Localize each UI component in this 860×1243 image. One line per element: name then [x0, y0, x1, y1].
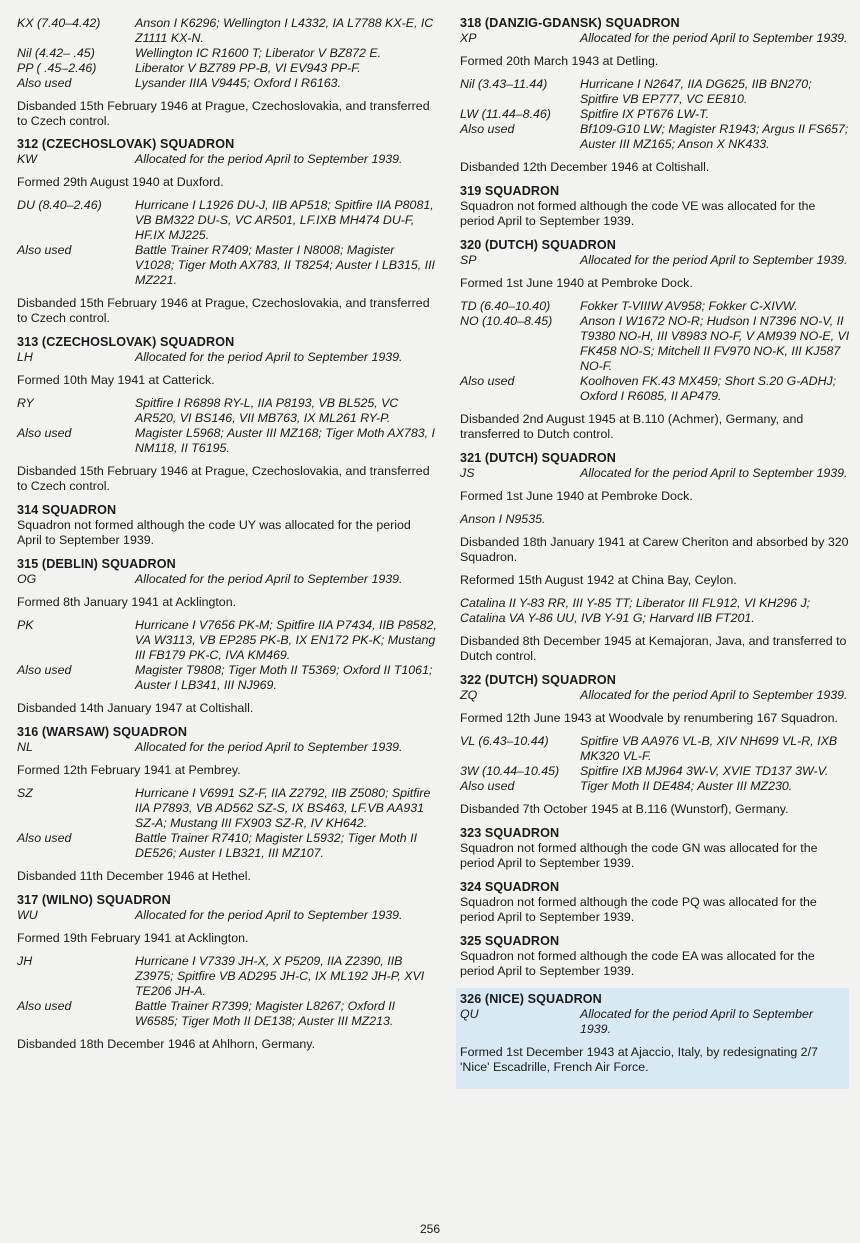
squadron-title: 315 (DEBLIN) SQUADRON	[17, 557, 176, 571]
row-aircraft: Hurricane I L1926 DU-J, IIB AP518; Spitfire IIA P8081, VB BM322 DU-S, VC AR501, LF.IXB MH474 DU-F, HF.IX MJ225.	[135, 198, 434, 242]
code-allocation-row	[460, 688, 852, 703]
squadron-code: NL	[17, 740, 33, 754]
aircraft-rows	[460, 299, 852, 404]
row-aircraft: Bf109-G10 LW; Magister R1943; Argus II FS657; Auster III MZ165; Anson X NK433.	[580, 122, 849, 151]
aircraft-row	[17, 999, 437, 1029]
formed-note: Formed 19th February 1941 at Acklington.	[17, 931, 249, 945]
aircraft-row	[17, 831, 437, 861]
squadron-title: 312 (CZECHOSLOVAK) SQUADRON	[17, 137, 235, 151]
row-code: VL (6.43–10.44)	[460, 734, 549, 748]
row-aircraft: Anson I W1672 NO-R; Hudson I N7396 NO-V, II T9380 NO-H, III V8983 NO-F, V AM939 NO-E, VI FK458 NO-S; Mitchell II FV970 NO-K, III KJ587 NO-F.	[580, 314, 850, 373]
squadron-entry	[17, 725, 437, 884]
aircraft-row	[460, 374, 852, 404]
squadron-entry	[17, 557, 437, 716]
aircraft-rows	[460, 77, 852, 152]
entry-row: PP ( .45–2.46) Liberator V BZ789 PP-B, VI EV943 PP-F.	[17, 61, 361, 75]
code-allocation-row	[17, 152, 437, 167]
allocation-period: Allocated for the period April to September 1939.	[580, 1007, 814, 1036]
aircraft-rows	[17, 786, 437, 861]
row-code: SZ	[17, 786, 33, 800]
allocation-period: Allocated for the period April to September 1939.	[135, 740, 403, 754]
formed-note: Formed 29th August 1940 at Duxford.	[17, 175, 224, 189]
squadron-title: 322 (DUTCH) SQUADRON	[460, 673, 616, 687]
aircraft-row	[17, 396, 437, 426]
squadron-title: 321 (DUTCH) SQUADRON	[460, 451, 616, 465]
squadron-title: 316 (WARSAW) SQUADRON	[17, 725, 188, 739]
aircraft-row	[17, 426, 437, 456]
squadron-title: 320 (DUTCH) SQUADRON	[460, 238, 616, 252]
row-code: Also used	[17, 243, 72, 257]
row-code: JH	[17, 954, 33, 968]
aircraft-rows	[17, 396, 437, 456]
aircraft-row	[460, 122, 852, 152]
squadron-title: 319 SQUADRON	[460, 184, 560, 198]
squadron-code: XP	[460, 31, 477, 45]
aircraft-row	[17, 663, 437, 693]
disbanded-note: Disbanded 12th December 1946 at Coltishall.	[460, 160, 710, 174]
continued-entry	[17, 16, 437, 129]
aircraft-rows	[17, 954, 437, 1029]
squadron-note: Squadron not formed although the code EA was allocated for the period April to September 1939.	[460, 949, 815, 978]
row-aircraft: Fokker T-VIIIW AV958; Fokker C-XIVW.	[580, 299, 798, 313]
squadron-title: 317 (WILNO) SQUADRON	[17, 893, 171, 907]
formed-note: Formed 1st December 1943 at Ajaccio, Italy, by redesignating 2/7 'Nice' Escadrille, French Air Force.	[460, 1045, 818, 1074]
row-aircraft: Hurricane I V6991 SZ-F, IIA Z2792, IIB Z5080; Spitfire IIA P7893, VB AD562 SZ-S, IX BS463, LF.VB AA931 SZ-A; Mustang III FX903 SZ-R, IV KH642.	[135, 786, 431, 830]
squadron-code: OG	[17, 572, 37, 586]
row-aircraft: Spitfire IXB MJ964 3W-V, XVIE TD137 3W-V.	[580, 764, 829, 778]
squadron-note: Squadron not formed although the code UY was allocated for the period April to September 1939.	[17, 518, 411, 547]
squadron-title: 325 SQUADRON	[460, 934, 560, 948]
row-code: Also used	[17, 831, 72, 845]
allocation-period: Allocated for the period April to September 1939.	[580, 253, 848, 267]
squadron-entry	[460, 451, 852, 664]
allocation-period: Allocated for the period April to September 1939.	[135, 908, 403, 922]
entry-row: KX (7.40–4.42) Anson I K6296; Wellington I L4332, IA L7788 KX-E, IC Z1111 KX-N.	[17, 16, 434, 45]
row-aircraft: Tiger Moth II DE484; Auster III MZ230.	[580, 779, 793, 793]
disbanded-note: Disbanded 7th October 1945 at B.116 (Wunstorf), Germany.	[460, 802, 789, 816]
row-code: 3W (10.44–10.45)	[460, 764, 560, 778]
history-note: Disbanded 18th January 1941 at Carew Cheriton and absorbed by 320 Squadron.	[460, 535, 849, 564]
code-allocation-row	[17, 740, 437, 755]
left-column	[17, 16, 437, 1061]
squadron-entry	[460, 880, 852, 925]
disbanded-note: Disbanded 8th December 1945 at Kemajoran, Java, and transferred to Dutch control.	[460, 634, 847, 663]
squadron-note: Squadron not formed although the code PQ was allocated for the period April to September 1939.	[460, 895, 817, 924]
disbanded-note: Disbanded 14th January 1947 at Coltishall.	[17, 701, 254, 715]
squadron-title: 326 (NICE) SQUADRON	[460, 992, 602, 1006]
formed-note: Formed 12th February 1941 at Pembrey.	[17, 763, 241, 777]
row-code: Also used	[17, 663, 72, 677]
formed-note: Formed 20th March 1943 at Detling.	[460, 54, 659, 68]
squadron-entry	[17, 137, 437, 326]
squadron-note: Squadron not formed although the code GN was allocated for the period April to September 1939.	[460, 841, 818, 870]
aircraft-row	[460, 107, 852, 122]
code-allocation-row	[460, 31, 852, 46]
row-aircraft: Battle Trainer R7399; Magister L8267; Oxford II W6585; Tiger Moth II DE138; Auster III MZ213.	[135, 999, 396, 1028]
left-squadron-list	[17, 137, 437, 1052]
code-allocation-row	[17, 350, 437, 365]
squadron-title: 314 SQUADRON	[17, 503, 117, 517]
row-code: RY	[17, 396, 34, 410]
formed-note: Formed 1st June 1940 at Pembroke Dock.	[460, 276, 693, 290]
allocation-period: Allocated for the period April to September 1939.	[135, 572, 403, 586]
squadron-title: 313 (CZECHOSLOVAK) SQUADRON	[17, 335, 235, 349]
code-allocation-row	[460, 253, 852, 268]
allocation-period: Allocated for the period April to September 1939.	[580, 466, 848, 480]
entry-row: Nil (4.42– .45) Wellington IC R1600 T; Liberator V BZ872 E.	[17, 46, 382, 60]
row-aircraft: Hurricane I N2647, IIA DG625, IIB BN270; Spitfire VB EP777, VC EE810.	[580, 77, 812, 106]
allocation-period: Allocated for the period April to September 1939.	[135, 152, 403, 166]
disbanded-note: Disbanded 2nd August 1945 at B.110 (Achmer), Germany, and transferred to Dutch control.	[460, 412, 804, 441]
allocation-period: Allocated for the period April to September 1939.	[580, 31, 848, 45]
code-allocation-row	[17, 908, 437, 923]
row-aircraft: Hurricane I V7339 JH-X, X P5209, IIA Z2390, IIB Z3975; Spitfire VB AD295 JH-C, IX ML192 JH-P, XVI TE206 JH-A.	[135, 954, 425, 998]
row-aircraft: Battle Trainer R7410; Magister L5932; Tiger Moth II DE526; Auster I LB321, III MZ107.	[135, 831, 418, 860]
history-note: Reformed 15th August 1942 at China Bay, Ceylon.	[460, 573, 737, 587]
squadron-entry	[460, 184, 852, 229]
aircraft-row	[460, 299, 852, 314]
squadron-entry	[17, 893, 437, 1052]
squadron-title: 323 SQUADRON	[460, 826, 560, 840]
aircraft-row	[460, 314, 852, 374]
squadron-code: JS	[460, 466, 475, 480]
row-aircraft: Battle Trainer R7409; Master I N8008; Magister V1028; Tiger Moth AX783, II T8254; Auster I LB315, III MZ221.	[135, 243, 435, 287]
aircraft-rows	[17, 198, 437, 288]
formed-note: Formed 10th May 1941 at Catterick.	[17, 373, 215, 387]
squadron-title: 318 (DANZIG-GDANSK) SQUADRON	[460, 16, 680, 30]
squadron-code: KW	[17, 152, 37, 166]
row-code: DU (8.40–2.46)	[17, 198, 102, 212]
row-code: Nil (3.43–11.44)	[460, 77, 548, 91]
row-code: NO (10.40–8.45)	[460, 314, 553, 328]
code-allocation-row	[17, 572, 437, 587]
row-aircraft: Koolhoven FK.43 MX459; Short S.20 G-ADHJ; Oxford I R6085, II AP479.	[580, 374, 837, 403]
right-squadron-list	[460, 16, 852, 1089]
aircraft-row	[460, 764, 852, 779]
squadron-entry	[460, 673, 852, 817]
formed-note: Formed 1st June 1940 at Pembroke Dock.	[460, 489, 693, 503]
row-aircraft: Spitfire IX PT676 LW-T.	[580, 107, 710, 121]
aircraft-row	[460, 779, 852, 794]
row-code: LW (11.44–8.46)	[460, 107, 551, 121]
squadron-entry	[456, 988, 849, 1089]
allocation-period: Allocated for the period April to September 1939.	[580, 688, 848, 702]
squadron-entry	[17, 503, 437, 548]
history-note: Catalina II Y-83 RR, III Y-85 TT; Liberator III FL912, VI KH296 J; Catalina VA Y-86 UU, IVB Y-91 G; Harvard IIB FT201.	[460, 596, 811, 625]
row-code: Also used	[460, 122, 515, 136]
history-note: Anson I N9535.	[460, 512, 546, 526]
row-code: Also used	[460, 374, 515, 388]
right-column	[460, 16, 852, 1098]
row-code: PK	[17, 618, 34, 632]
aircraft-row	[17, 786, 437, 831]
aircraft-row	[17, 243, 437, 288]
aircraft-row	[17, 198, 437, 243]
disbanded-note: Disbanded 11th December 1946 at Hethel.	[17, 869, 251, 883]
aircraft-rows	[460, 734, 852, 794]
allocation-period: Allocated for the period April to September 1939.	[135, 350, 403, 364]
squadron-code: QU	[460, 1007, 479, 1021]
squadron-note: Squadron not formed although the code VE was allocated for the period April to September 1939.	[460, 199, 816, 228]
entry-closing: Disbanded 15th February 1946 at Prague, Czechoslovakia, and transferred to Czech control.	[17, 99, 430, 128]
row-code: Also used	[460, 779, 515, 793]
page-number: 256	[419, 1222, 441, 1236]
row-aircraft: Magister L5968; Auster III MZ168; Tiger Moth AX783, I NM118, II T6195.	[135, 426, 435, 455]
aircraft-row	[460, 77, 852, 107]
squadron-code: WU	[17, 908, 38, 922]
disbanded-note: Disbanded 15th February 1946 at Prague, Czechoslovakia, and transferred to Czech control.	[17, 296, 430, 325]
formed-note: Formed 8th January 1941 at Acklington.	[17, 595, 237, 609]
row-code: Also used	[17, 426, 72, 440]
aircraft-row	[17, 618, 437, 663]
squadron-entry	[460, 934, 852, 979]
disbanded-note: Disbanded 15th February 1946 at Prague, Czechoslovakia, and transferred to Czech control.	[17, 464, 430, 493]
squadron-title: 324 SQUADRON	[460, 880, 560, 894]
formed-note: Formed 12th June 1943 at Woodvale by renumbering 167 Squadron.	[460, 711, 838, 725]
row-code: TD (6.40–10.40)	[460, 299, 551, 313]
squadron-entry	[17, 335, 437, 494]
squadron-code: ZQ	[460, 688, 478, 702]
aircraft-row	[460, 734, 852, 764]
entry-row: Also used Lysander IIIA V9445; Oxford I R6163.	[17, 76, 341, 90]
row-aircraft: Hurricane I V7656 PK-M; Spitfire IIA P7434, IIB P8582, VA W3113, VB EP285 PK-B, IX EN172 PK-K; Mustang III FB179 PK-C, IVA KM469.	[135, 618, 437, 662]
aircraft-rows	[17, 618, 437, 693]
row-aircraft: Magister T9808; Tiger Moth II T5369; Oxford II T1061; Auster I LB341, III NJ969.	[135, 663, 433, 692]
squadron-entry	[460, 826, 852, 871]
row-aircraft: Spitfire VB AA976 VL-B, XIV NH699 VL-R, IXB MK320 VL-F.	[580, 734, 838, 763]
disbanded-note: Disbanded 18th December 1946 at Ahlhorn, Germany.	[17, 1037, 316, 1051]
squadron-entry	[460, 238, 852, 442]
code-allocation-row	[460, 466, 852, 481]
row-code: Also used	[17, 999, 72, 1013]
row-aircraft: Spitfire I R6898 RY-L, IIA P8193, VB BL525, VC AR520, VI BS146, VII MB763, IX ML261 RY-P.	[135, 396, 399, 425]
squadron-entry	[460, 16, 852, 175]
squadron-code: SP	[460, 253, 477, 267]
code-allocation-row	[460, 1007, 845, 1037]
aircraft-row	[17, 954, 437, 999]
squadron-code: LH	[17, 350, 33, 364]
